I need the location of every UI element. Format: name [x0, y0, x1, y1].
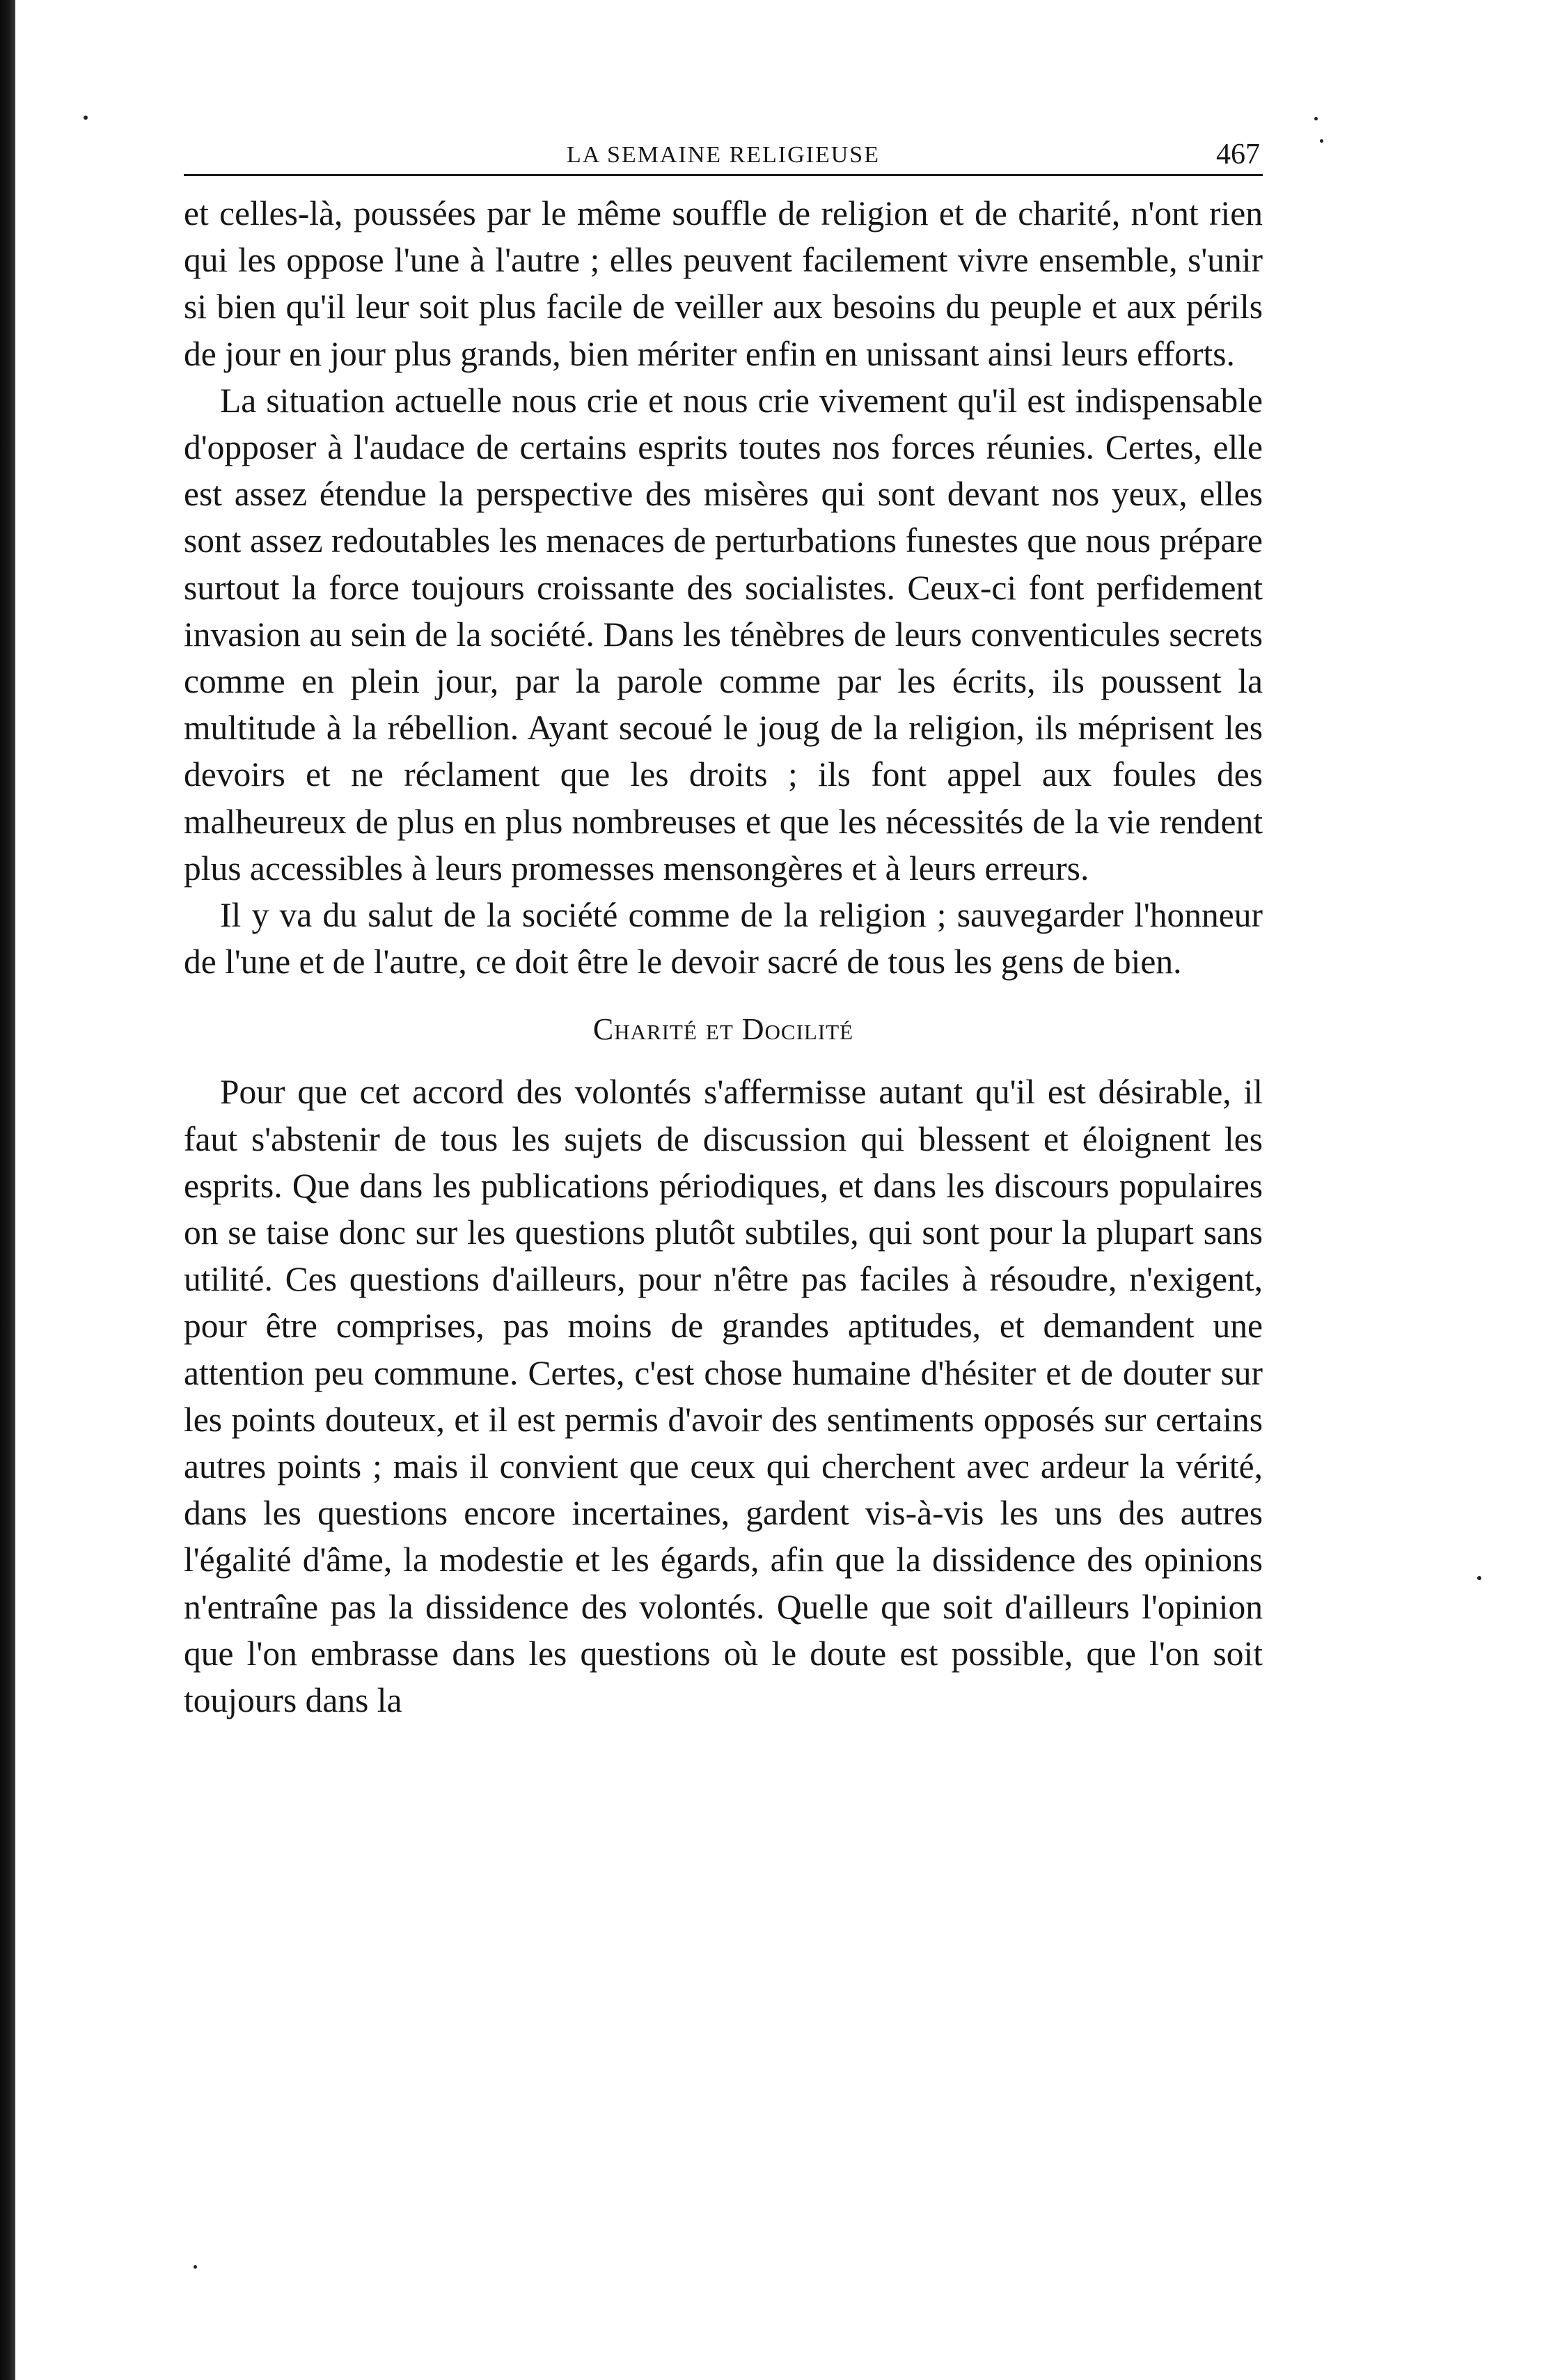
- scan-binding-edge: [0, 0, 15, 2380]
- running-head: [184, 132, 1263, 176]
- section-heading: Charité et Docilité: [592, 1012, 854, 1047]
- paragraph: La situation actuelle nous crie et nous crie vivement qu'il est indispensable d'opposer à l'audace de certains esprits toutes nos forces réunies. Certes, elle est assez étendue la perspective des misères qui sont devant nos yeux, elles sont assez redoutables les menaces de perturbations funestes que nous prépare surtout la force toujours croissante des socialistes. Ceux-ci font perfidement invasion au sein de la société. Dans les ténèbres de leurs conventicules secrets comme en plein jour, par la parole comme par les écrits, ils poussent la multitude à la rébellion. Ayant secoué le joug de la religion, ils méprisent les devoirs et ne réclament que les droits ; ils font appel aux foules des malheureux de plus en plus nombreuses et que les nécessités de la vie rendent plus accessibles à leurs promesses mensongères et à leurs erreurs.: [184, 381, 1263, 888]
- page-number: 467: [1216, 139, 1260, 171]
- book-page: [184, 132, 1263, 1724]
- scan-speck: [84, 116, 88, 120]
- paragraph: Il y va du salut de la société comme de la religion ; sauvegarder l'honneur de l'une et de l'autre, ce doit être le devoir sacré de tous les gens de bien.: [184, 896, 1263, 982]
- paragraph: et celles-là, poussées par le même souffle de religion et de charité, n'ont rien qui les oppose l'une à l'autre ; elles peuvent facilement vivre ensemble, s'unir si bien qu'il leur soit plus facile de veiller aux besoins du peuple et aux périls de jour en jour plus grands, bien mériter enfin en unissant ainsi leurs efforts.: [184, 194, 1263, 373]
- body-text: [184, 190, 1263, 1724]
- scan-speck: [194, 2265, 197, 2269]
- running-title: LA SEMAINE RELIGIEUSE: [567, 142, 880, 168]
- scan-speck: [1477, 1576, 1481, 1580]
- scan-speck: [1314, 117, 1318, 120]
- paragraph: Pour que cet accord des volontés s'affermisse autant qu'il est désirable, il faut s'abstenir de tous les sujets de discussion qui blessent et éloignent les esprits. Que dans les publications périodiques, et dans les discours populaires on se taise donc sur les questions plutôt subtiles, qui sont pour la plupart sans utilité. Ces questions d'ailleurs, pour n'être pas faciles à résoudre, n'exigent, pour être comprises, pas moins de grandes aptitudes, et demandent une attention peu commune. Certes, c'est chose humaine d'hésiter et de douter sur les points douteux, et il est permis d'avoir des sentiments opposés sur certains autres points ; mais il convient que ceux qui cherchent avec ardeur la vérité, dans les questions encore incertaines, gardent vis-à-vis les uns des autres l'égalité d'âme, la modestie et les égards, afin que la dissidence des opinions n'entraîne pas la dissidence des volontés. Quelle que soit d'ailleurs l'opinion que l'on embrasse dans les questions où le doute est possible, que l'on soit toujours dans la: [184, 1073, 1263, 1720]
- scan-speck: [1320, 139, 1323, 143]
